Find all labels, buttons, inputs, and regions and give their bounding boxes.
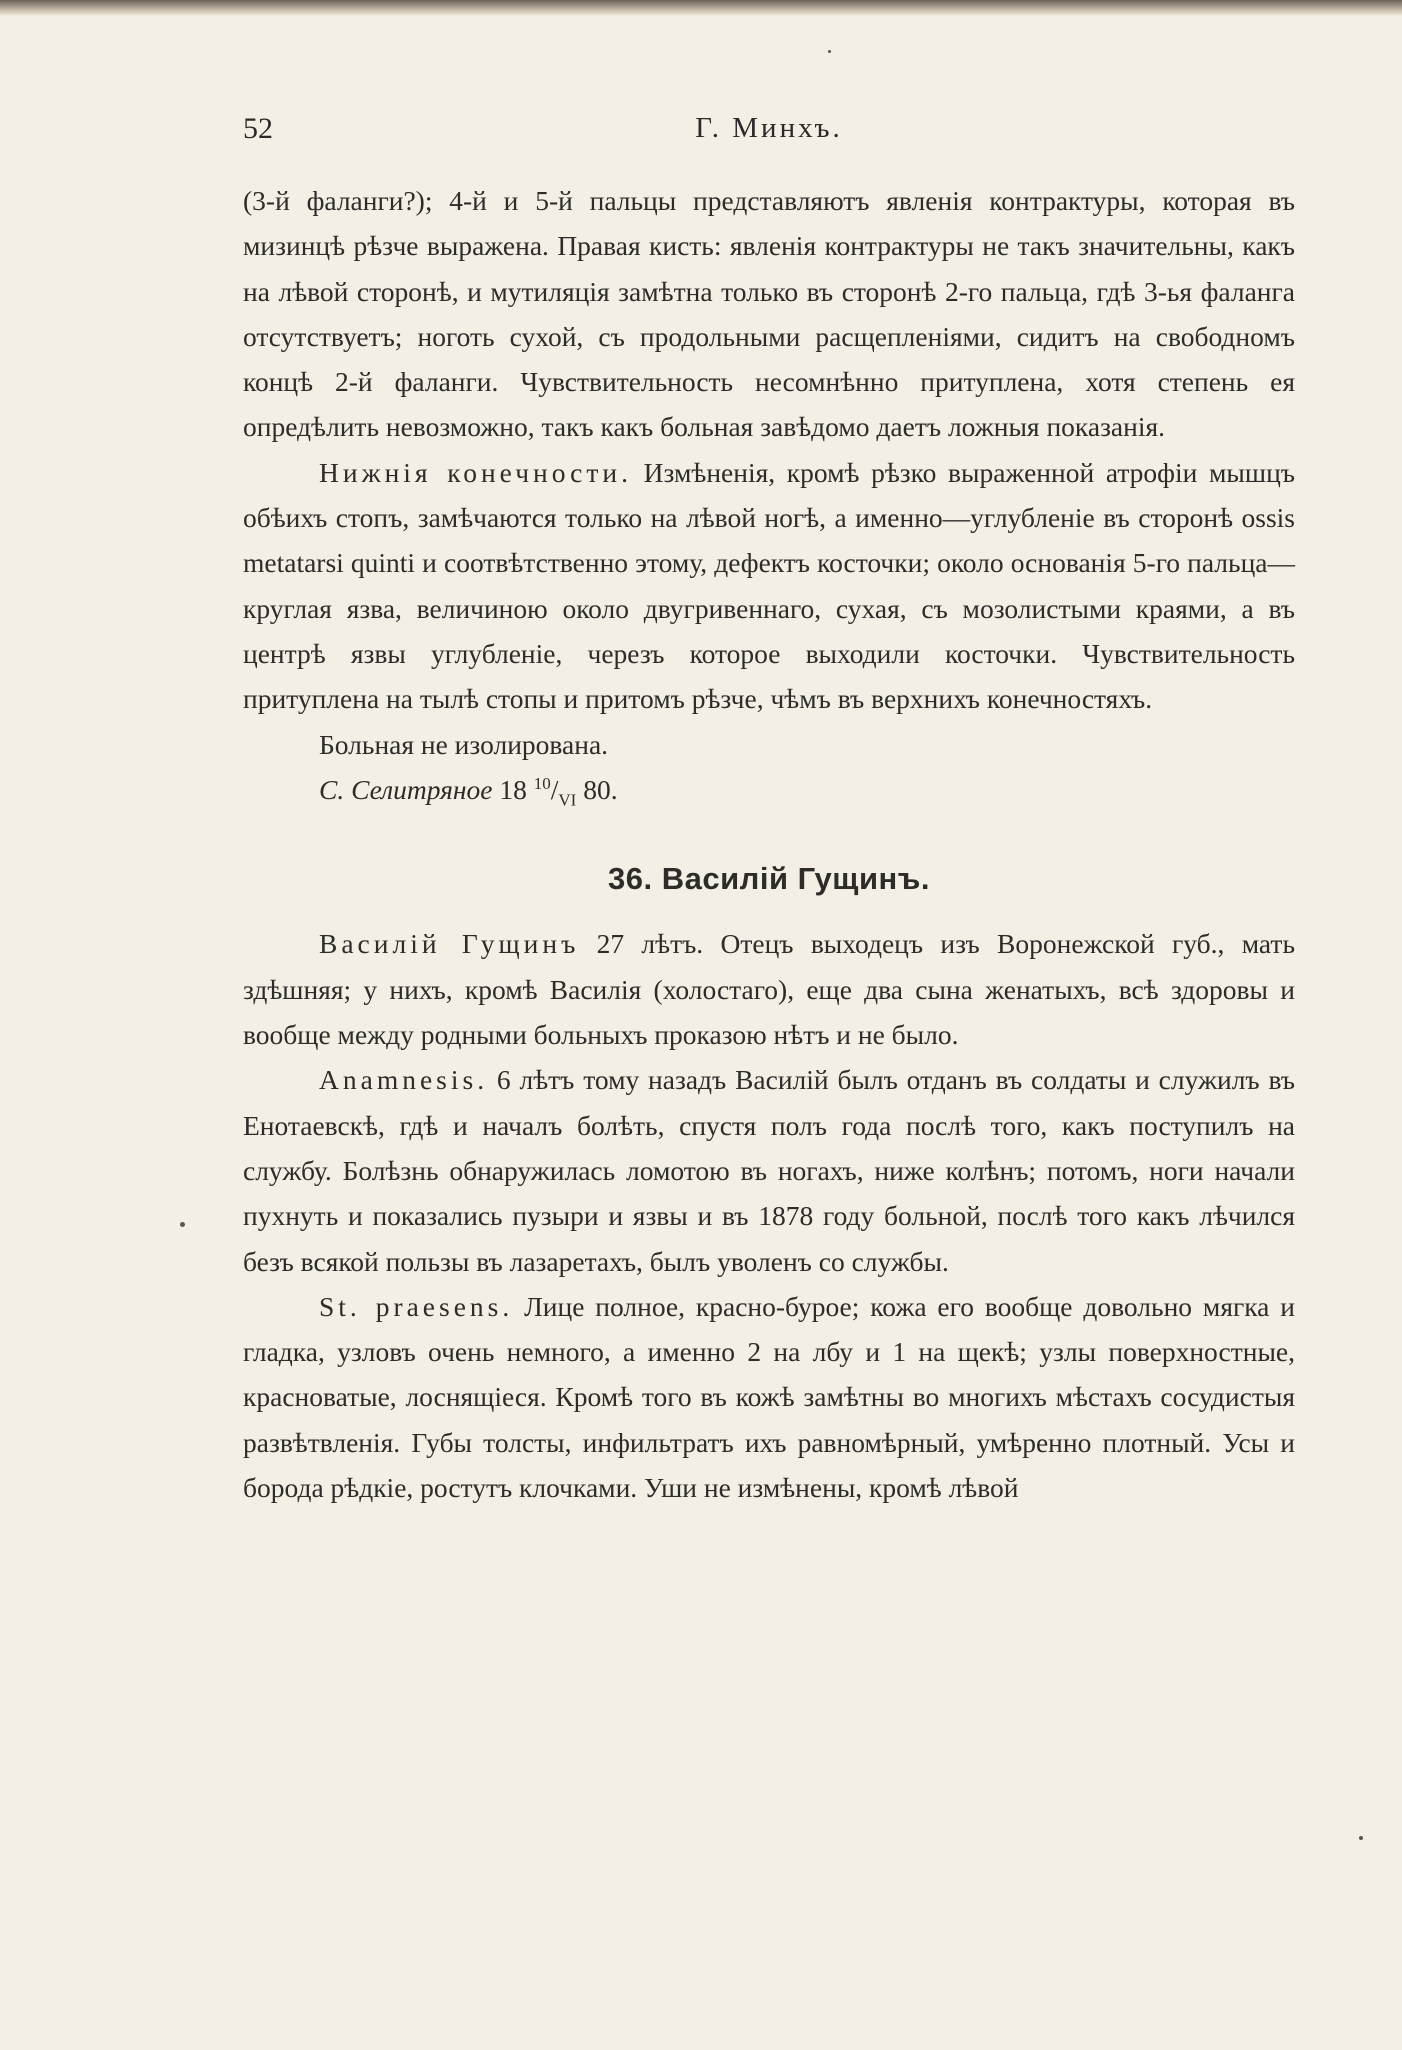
paragraph-anamnesis: [243, 1057, 1295, 1283]
anamnesis-label: Anamnesis.: [319, 1064, 489, 1096]
signature-place: С. Селитряное: [319, 773, 493, 805]
margin-dot: [1359, 1836, 1363, 1840]
signature-sub: VI: [558, 790, 577, 810]
signature-line: С. Селитряное 18 $^{10}/_{VI}$ 80.: [319, 773, 618, 810]
paragraph-praesens: [243, 1284, 1295, 1510]
signature-year: 80.: [583, 773, 618, 805]
paragraph-continuation: (3-й фаланги?); 4-й и 5-й пальцы представляютъ явленія контрактуры, которая въ мизинцѣ рѣзче выражена. Правая кисть: явленія контрактуры не такъ значительны, какъ на лѣвой сторонѣ, и мутиляція замѣтна только въ сторонѣ 2-го пальца, гдѣ 3-ья фаланга отсутствуетъ; ноготь сухой, съ продольными расщепленіями, сидитъ на свободномъ концѣ 2-й фаланги. Чувствительность несомнѣнно притуплена, хотя степень ея опредѣлить невозможно, такъ какъ больная завѣдомо даетъ ложныя показанія.: [243, 185, 1295, 443]
running-title: Г. Минхъ.: [695, 112, 843, 144]
praesens-label: St. praesens.: [319, 1290, 514, 1322]
paragraph-lower-limbs: [243, 450, 1295, 722]
anamnesis-text: 6 лѣтъ тому назадъ Василій былъ отданъ въ солдаты и служилъ въ Енотаевскѣ, гдѣ и началъ болѣть, спустя полъ года послѣ того, какъ поступилъ на службу. Болѣзнь обнаружилась ломотою въ ногахъ, ниже колѣнъ; потомъ, ноги начали пухнуть и показались пузыри и язвы и въ 1878 году больной, послѣ того какъ лѣчился безъ всякой пользы въ лазаретахъ, былъ уволенъ со службы.: [243, 1064, 1295, 1277]
signature-sup: 10: [533, 773, 551, 793]
paragraph-intro: [243, 921, 1295, 1057]
margin-dot: [180, 1222, 185, 1227]
isolation-note: Больная не изолирована.: [319, 728, 609, 760]
margin-dot: [828, 50, 831, 53]
lower-limbs-text: Измѣненія, кромѣ рѣзко выраженной атрофіи мышцъ обѣихъ стопъ, замѣчаются только на лѣвой ногѣ, а именно—углубленіе въ сторонѣ ossis metatarsi quinti и соотвѣтственно этому, дефектъ косточки; около основанія 5-го пальца—круглая язва, величиною около двугривеннаго, сухая, съ мозолистыми краями, а въ центрѣ язвы углубленіе, черезъ которое выходили косточки. Чувствительность притуплена на тылѣ стопы и притомъ рѣзче, чѣмъ въ верхнихъ конечностяхъ.: [243, 456, 1296, 715]
praesens-text: Лице полное, красно-бурое; кожа его вообще довольно мягка и гладка, узловъ очень немного, а именно 2 на лбу и 1 на щекѣ; узлы поверхностные, красноватые, лоснящіеся. Кромѣ того въ кожѣ замѣтны во многихъ мѣстахъ сосудистыя развѣтвленія. Губы толсты, инфильтратъ ихъ равномѣрный, умѣренно плотный. Усы и борода рѣдкіе, ростутъ клочками. Уши не измѣнены, кромѣ лѣвой: [243, 1290, 1295, 1504]
running-head: [243, 112, 1295, 152]
page-top-edge: [0, 0, 1402, 16]
lower-limbs-label: Нижнія конечности.: [319, 456, 632, 488]
page-number: 52: [243, 112, 273, 145]
patient-name: Василій Гущинъ: [319, 928, 580, 960]
intro-text: 27 лѣтъ. Отецъ выходецъ изъ Воронежской губ., мать здѣшняя; у нихъ, кромѣ Василія (холостаго), еще два сына женатыхъ, всѣ здоровы и вообще между родными больныхъ проказою нѣтъ и не было.: [243, 928, 1295, 1051]
signature-day: 18: [499, 773, 527, 805]
page-body: [243, 178, 1295, 1510]
section-heading: 36. Василій Гущинъ.: [608, 861, 930, 897]
